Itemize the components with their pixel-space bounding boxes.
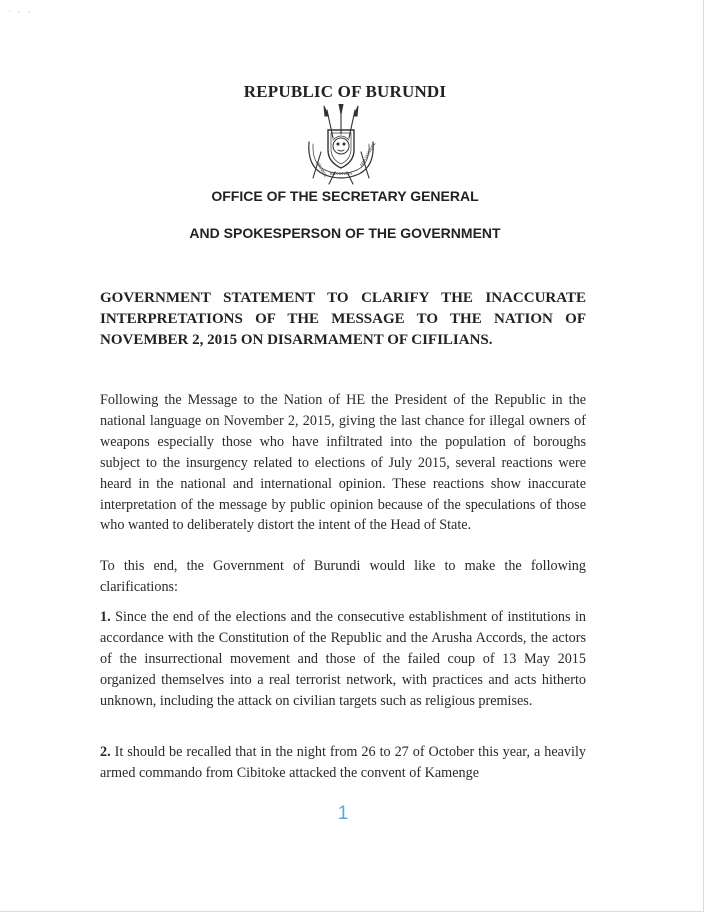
- scan-speck: · - -: [8, 6, 31, 16]
- page-number: 1: [337, 803, 349, 824]
- item-text-2: It should be recalled that in the night from 26 to 27 of October this year, a heavily armed commando from Cibitoke attacked the convent of Kamenge: [100, 744, 586, 781]
- svg-text:IBIKORWA: IBIKORWA: [329, 171, 353, 176]
- office-heading-line2: AND SPOKESPERSON OF THE GOVERNMENT: [189, 225, 501, 241]
- item-text-1: Since the end of the elections and the consecutive establishment of institutions in accordance with the Constitution of the Republic and the Arusha Accords, the actors of the insurrectional movement and those of the failed coup of 13 May 2015 organized themselves into a real terrorist network, with practices and acts hitherto unknown, including the attack on civilian targets such as religious premises.: [100, 609, 586, 709]
- numbered-item-1: [100, 607, 586, 712]
- item-number-1: 1.: [100, 609, 111, 625]
- office-heading-line1: OFFICE OF THE SECRETARY GENERAL: [211, 188, 479, 204]
- body-paragraph-intro: Following the Message to the Nation of HE the President of the Republic in the national language on November 2, 2015, giving the last chance for illegal owners of weapons especially those who have infiltrated into the population of boroughs subject to the insurgency related to elections of July 2015, several reactions were heard in the national and international opinion. These reactions show inaccurate interpretation of the message by public opinion because of the speculations of those who wanted to deliberately distort the intent of the Head of State.: [100, 392, 586, 534]
- burundi-coat-of-arms-icon: [299, 104, 383, 186]
- svg-text:UBUMWE: UBUMWE: [315, 160, 329, 179]
- numbered-item-2: [100, 742, 586, 784]
- svg-text:AMAJAMBERE: AMAJAMBERE: [358, 141, 377, 168]
- body-paragraph-clarifications: To this end, the Government of Burundi would like to make the following clarifications:: [100, 558, 586, 595]
- statement-title: GOVERNMENT STATEMENT TO CLARIFY THE INACCURATE INTERPRETATIONS OF THE MESSAGE TO THE NATION OF NOVEMBER 2, 2015 ON DISARMAMENT OF CIFILIANS.: [100, 290, 586, 348]
- country-heading: REPUBLIC OF BURUNDI: [243, 82, 447, 101]
- item-number-2: 2.: [100, 744, 111, 760]
